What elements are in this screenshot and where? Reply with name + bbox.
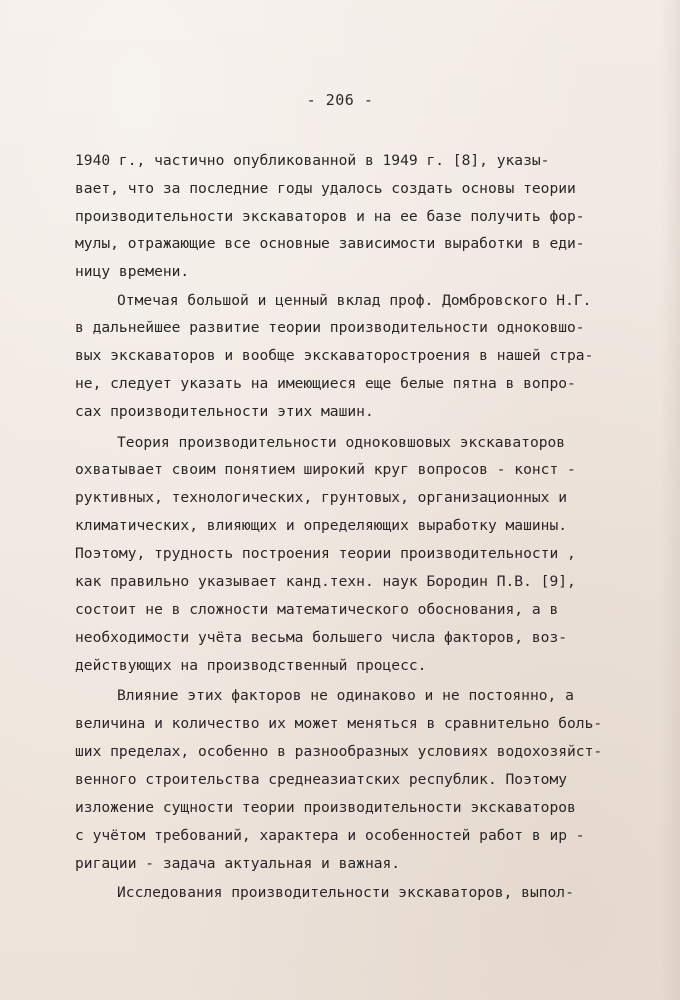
page-edge-shadow — [660, 0, 680, 1000]
paragraph-start-line: Исследования производительности экскаваторов, выпол- — [117, 884, 574, 901]
text-line: ригации - задача актуальная и важная. — [75, 855, 401, 872]
text-line: ших пределах, особенно в разнообразных условиях водохозяйст- — [75, 743, 603, 760]
text-line: действующих на производственный процесс. — [75, 657, 427, 674]
text-line: Поэтому, трудность построения теории производительности , — [75, 545, 576, 562]
text-line: необходимости учёта весьма большего числа факторов, воз- — [75, 629, 568, 646]
paragraph-start-line: Отмечая большой и ценный вклад проф. Домбровского Н.Г. — [117, 292, 592, 309]
text-line: 1940 г., частично опубликованной в 1949 г. [8], указы- — [75, 152, 550, 169]
text-line: не, следует указать на имеющиеся еще белые пятна в вопро- — [75, 375, 576, 392]
text-line: венного строительства среднеазиатских республик. Поэтому — [75, 771, 568, 788]
paragraph-start-line: Теория производительности одноковшовых экскаваторов — [117, 434, 566, 451]
text-line: мулы, отражающие все основные зависимости выработки в еди- — [75, 235, 585, 252]
text-line: как правильно указывает канд.техн. наук Бородин П.В. [9], — [75, 573, 576, 590]
text-line: вает, что за последние годы удалось создать основы теории — [75, 180, 576, 197]
paragraph-start-line: Влияние этих факторов не одинаково и не постоянно, а — [117, 687, 574, 704]
text-line: климатических, влияющих и определяющих выработку машины. — [75, 517, 568, 534]
text-line: с учётом требований, характера и особенностей работ в ир - — [75, 827, 585, 844]
text-line: сах производительности этих машин. — [75, 403, 374, 420]
text-line: величина и количество их может меняться в сравнительно боль- — [75, 715, 603, 732]
text-line: в дальнейшее развитие теории производительности одноковшо- — [75, 319, 585, 336]
page-number: - 206 - — [306, 91, 374, 109]
text-line: состоит не в сложности математического обоснования, а в — [75, 601, 559, 618]
text-line: производительности экскаваторов и на ее базе получить фор- — [75, 208, 585, 225]
text-line: охватывает своим понятием широкий круг вопросов - конст - — [75, 461, 576, 478]
text-line: вых экскаваторов и вообще экскаваторостроения в нашей стра- — [75, 347, 594, 364]
text-line: изложение сущности теории производительности экскаваторов — [75, 799, 576, 816]
text-line: руктивных, технологических, грунтовых, организационных и — [75, 489, 568, 506]
text-line: ницу времени. — [75, 263, 190, 280]
